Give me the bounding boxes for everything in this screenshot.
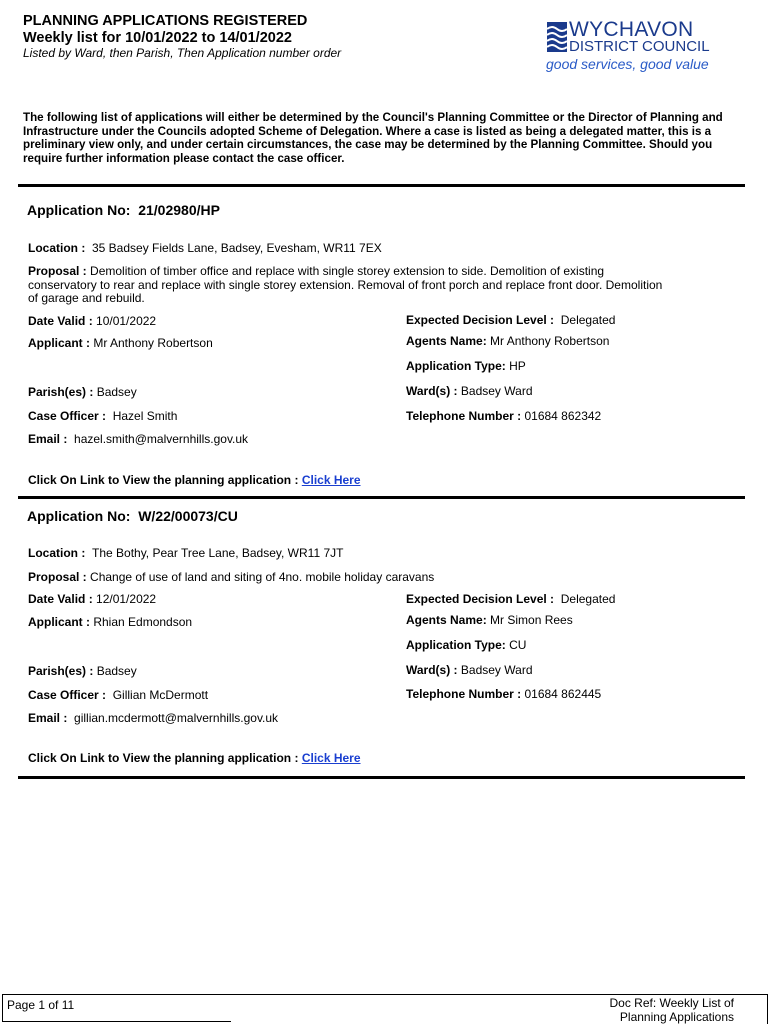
- ward: Ward(s) : Badsey Ward: [406, 663, 533, 677]
- parish: Parish(es) : Badsey: [28, 664, 137, 678]
- proposal: Proposal : Demolition of timber office and replace with single storey extension to side. Demolition of existing conservatory to rear and replace with single storey extension. Removal of front porch and replace front door. Demolition of garage and rebuild.: [28, 264, 663, 305]
- ward: Ward(s) : Badsey Ward: [406, 384, 533, 398]
- application-number: Application No: 21/02980/HP: [27, 202, 220, 218]
- wave-emblem-icon: [547, 22, 567, 52]
- application-type: Application Type: CU: [406, 638, 527, 652]
- agents-name: Agents Name: Mr Simon Rees: [406, 613, 573, 627]
- divider: [18, 184, 745, 187]
- click-here-link[interactable]: Click Here: [301, 751, 361, 765]
- click-here-link[interactable]: Click Here: [301, 473, 361, 487]
- email: Email : gillian.mcdermott@malvernhills.gov.uk: [28, 711, 279, 725]
- page-title: PLANNING APPLICATIONS REGISTERED: [23, 13, 308, 29]
- view-application-prompt: Click On Link to View the planning application : Click Here: [28, 473, 361, 487]
- view-application-prompt: Click On Link to View the planning application : Click Here: [28, 751, 361, 765]
- logo-tagline: good services, good value: [546, 56, 709, 72]
- telephone-number: Telephone Number : 01684 862445: [406, 687, 602, 701]
- location: Location : The Bothy, Pear Tree Lane, Badsey, WR11 7JT: [28, 546, 344, 560]
- doc-ref: Doc Ref: Weekly List of Planning Applications: [609, 996, 734, 1024]
- date-valid: Date Valid : 12/01/2022: [28, 592, 157, 606]
- telephone-number: Telephone Number : 01684 862342: [406, 409, 602, 423]
- expected-decision-level: Expected Decision Level : Delegated: [406, 592, 616, 606]
- weekly-range: Weekly list for 10/01/2022 to 14/01/2022: [23, 30, 292, 46]
- applicant: Applicant : Rhian Edmondson: [28, 615, 193, 629]
- divider: [18, 496, 745, 499]
- list-order-note: Listed by Ward, then Parish, Then Application number order: [23, 46, 342, 60]
- logo-name-line2: DISTRICT COUNCIL: [569, 38, 710, 55]
- footer-border-right: [767, 994, 768, 1024]
- application-type: Application Type: HP: [406, 359, 526, 373]
- case-officer: Case Officer : Hazel Smith: [28, 409, 178, 423]
- case-officer: Case Officer : Gillian McDermott: [28, 688, 209, 702]
- page-number: Page 1 of 11: [7, 998, 75, 1012]
- location: Location : 35 Badsey Fields Lane, Badsey, Evesham, WR11 7EX: [28, 241, 382, 255]
- logo-name-line1: WYCHAVON: [569, 18, 694, 41]
- divider: [18, 776, 745, 779]
- applicant: Applicant : Mr Anthony Robertson: [28, 336, 213, 350]
- council-logo: [545, 18, 740, 76]
- expected-decision-level: Expected Decision Level : Delegated: [406, 313, 616, 327]
- application-number: Application No: W/22/00073/CU: [27, 508, 238, 524]
- email: Email : hazel.smith@malvernhills.gov.uk: [28, 432, 249, 446]
- date-valid: Date Valid : 10/01/2022: [28, 314, 157, 328]
- proposal: Proposal : Change of use of land and siting of 4no. mobile holiday caravans: [28, 570, 435, 584]
- parish: Parish(es) : Badsey: [28, 385, 137, 399]
- intro-paragraph: The following list of applications will either be determined by the Council's Planning Committee or the Director of Planning and Infrastructure under the Councils adopted Scheme of Delegation. Where a case is listed as being a delegated matter, this is a preliminary view only, and under certain circumstances, the case may be determined by the Planning Committee. Should you require further information please contact the case officer.: [23, 111, 723, 165]
- agents-name: Agents Name: Mr Anthony Robertson: [406, 334, 610, 348]
